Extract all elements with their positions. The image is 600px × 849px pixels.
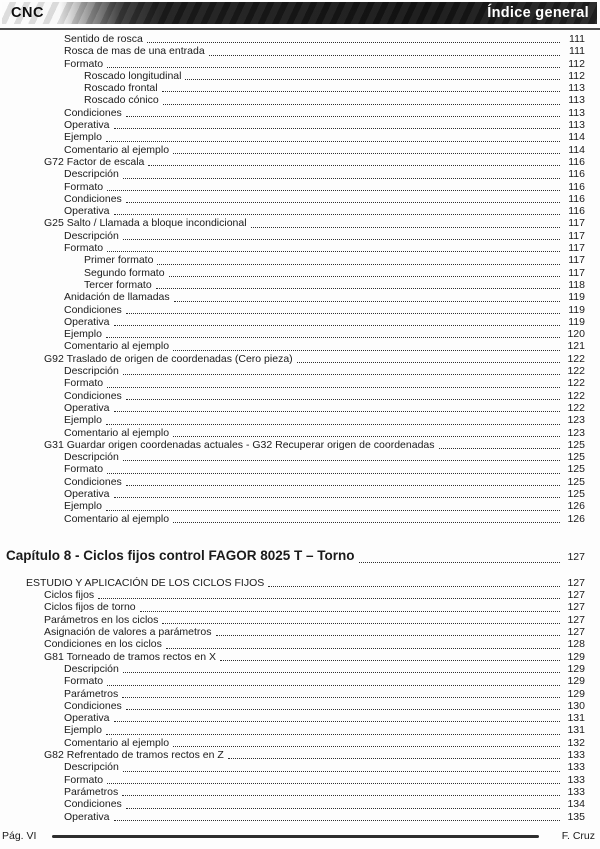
toc-entry-label: Operativa [64, 810, 110, 823]
dot-leader [216, 635, 560, 636]
toc-entry-label: Comentario al ejemplo [64, 736, 170, 749]
dot-leader [122, 697, 560, 698]
dot-leader [123, 239, 560, 240]
toc-entry[interactable] [0, 82, 585, 94]
toc-entry[interactable] [0, 193, 585, 205]
toc-entry-label: Formato [64, 57, 104, 70]
toc-entry[interactable] [0, 316, 585, 328]
dot-leader [123, 460, 560, 461]
toc-entry[interactable] [0, 476, 585, 488]
toc-entry[interactable] [0, 291, 585, 303]
toc-entry[interactable] [0, 144, 585, 156]
toc-entry[interactable] [0, 811, 585, 823]
toc-entry-label: Roscado frontal [84, 82, 158, 95]
dot-leader [114, 128, 560, 129]
toc-entry[interactable] [0, 675, 585, 687]
toc-entry[interactable] [0, 749, 585, 761]
toc-entry[interactable] [0, 402, 585, 414]
toc-entry[interactable] [0, 131, 585, 143]
toc-entry-label: Descripción [64, 662, 119, 675]
dot-leader [126, 202, 560, 203]
page-title: Índice general [487, 5, 589, 21]
toc-entry-page: 128 [567, 638, 585, 651]
dot-leader [251, 227, 560, 228]
toc-entry[interactable] [0, 761, 585, 773]
toc-entry-label: Operativa [64, 712, 110, 725]
dot-leader [126, 399, 560, 400]
dot-leader [268, 586, 560, 587]
toc-entry[interactable] [0, 230, 585, 242]
toc-entry[interactable] [0, 427, 585, 439]
toc-entry-page: 113 [568, 94, 585, 107]
toc-entry-label: Condiciones en los ciclos [44, 638, 162, 651]
dot-leader [126, 485, 560, 486]
dot-leader [297, 362, 560, 363]
toc-entry[interactable] [0, 488, 585, 500]
toc-entry-page: 116 [568, 205, 585, 218]
toc-entry-label: Descripción [64, 761, 119, 774]
toc-entry-label: Condiciones [64, 192, 122, 205]
toc-entry[interactable] [0, 94, 585, 106]
toc-entry[interactable] [0, 217, 585, 229]
dot-leader [123, 672, 560, 673]
toc-entry-label: Formato [64, 242, 104, 255]
toc-entry[interactable] [0, 33, 585, 45]
dot-leader [123, 178, 560, 179]
dot-leader [106, 424, 560, 425]
footer-page-number: Pág. VI [2, 830, 37, 842]
toc-entry-page: 130 [567, 699, 585, 712]
toc-entry-page: 116 [568, 168, 585, 181]
toc-entry-page: 114 [568, 143, 585, 156]
toc-entry-label: Ejemplo [64, 414, 102, 427]
toc-entry-label: Condiciones [64, 699, 122, 712]
dot-leader [98, 598, 560, 599]
toc-entry-label: Ciclos fijos de torno [44, 601, 136, 614]
toc-entry-label: Ejemplo [64, 500, 102, 513]
dot-leader [166, 648, 560, 649]
toc-entry[interactable] [0, 328, 585, 340]
dot-leader [107, 473, 560, 474]
dot-leader [173, 350, 560, 351]
toc-entry-label: Capítulo 8 - Ciclos fijos control FAGOR 8025 T – Torno [6, 547, 355, 563]
toc-entry-label: Comentario al ejemplo [64, 340, 170, 353]
toc-entry[interactable] [0, 119, 585, 131]
toc-entry[interactable] [0, 58, 585, 70]
toc-entry-page: 117 [568, 229, 585, 242]
toc-entry-page: 129 [567, 650, 585, 663]
toc-entry-page: 125 [567, 463, 585, 476]
toc-entry[interactable] [0, 724, 585, 736]
toc-entry[interactable] [0, 353, 585, 365]
dot-leader [126, 116, 560, 117]
toc-entry[interactable] [0, 279, 585, 291]
toc-entry-label: Comentario al ejemplo [64, 426, 170, 439]
toc-entry-label: Sentido de rosca [64, 33, 143, 45]
toc-entry-label: Descripción [64, 229, 119, 242]
toc-entry-page: 125 [567, 451, 585, 464]
toc-entry-label: Condiciones [64, 475, 122, 488]
toc-entry-page: 114 [568, 131, 585, 144]
toc-entry[interactable] [0, 774, 585, 786]
dot-leader [107, 685, 560, 686]
dot-leader [107, 251, 560, 252]
toc-entry[interactable] [0, 737, 585, 749]
toc-entry-page: 135 [567, 810, 585, 823]
toc-entry-label: Parámetros [64, 785, 119, 798]
toc-entry-page: 119 [568, 291, 585, 304]
page-footer [0, 830, 600, 842]
toc-entry[interactable] [0, 663, 585, 675]
toc-entry[interactable] [0, 577, 585, 589]
toc-entry[interactable] [0, 267, 585, 279]
toc-entry-label: G81 Torneado de tramos rectos en X [44, 650, 216, 663]
toc-entry-page: 127 [567, 613, 585, 626]
toc-entry-page: 122 [567, 401, 585, 414]
toc-entry-label: Formato [64, 463, 104, 476]
toc-entry-page: 125 [567, 438, 585, 451]
toc-entry-page: 132 [567, 736, 585, 749]
toc-entry-page: 126 [567, 500, 585, 513]
toc-entry-page: 121 [567, 340, 585, 353]
dot-leader [107, 387, 560, 388]
toc-entry[interactable] [0, 181, 585, 193]
toc-entry[interactable] [0, 365, 585, 377]
toc-entry-label: G92 Traslado de origen de coordenadas (Cero pieza) [44, 352, 293, 365]
toc-entry-label: Ciclos fijos [44, 589, 95, 602]
dot-leader [114, 214, 560, 215]
toc-entry-label: Operativa [64, 119, 110, 132]
footer-rule [52, 835, 538, 838]
toc-entry-label: Formato [64, 675, 104, 688]
toc-entry-label: Operativa [64, 205, 110, 218]
dot-leader [173, 153, 560, 154]
dot-leader [169, 276, 560, 277]
dot-leader [220, 660, 560, 661]
toc-entry[interactable] [0, 638, 585, 650]
toc-entry-page: 118 [568, 278, 585, 291]
toc-entry-page: 122 [567, 377, 585, 390]
toc-entry[interactable] [0, 304, 585, 316]
toc-entry-page: 119 [568, 303, 585, 316]
toc-entry[interactable] [0, 463, 585, 475]
toc-entry[interactable] [0, 451, 585, 463]
toc-entry-page: 117 [568, 217, 585, 230]
toc-entry-label: Anidación de llamadas [64, 291, 170, 304]
toc-entry-page: 122 [567, 352, 585, 365]
toc-entry-label: Ejemplo [64, 328, 102, 341]
toc-entry-label: Operativa [64, 401, 110, 414]
dot-leader [148, 165, 560, 166]
toc-entry-label: Comentario al ejemplo [64, 512, 170, 525]
toc-entry-page: 133 [567, 749, 585, 762]
dot-leader [174, 301, 560, 302]
toc-entry-page: 125 [567, 487, 585, 500]
toc-entry-label: G31 Guardar origen coordenadas actuales - G32 Recuperar origen de coordenadas [44, 438, 435, 451]
toc-entry-page: 131 [567, 712, 585, 725]
toc-entry-label: Formato [64, 377, 104, 390]
dot-leader [173, 436, 560, 437]
toc-entry-label: Primer formato [84, 254, 154, 267]
toc-entry-page: 116 [568, 180, 585, 193]
dot-leader [106, 510, 560, 511]
toc-entry-label: Operativa [64, 315, 110, 328]
toc-entry[interactable] [0, 242, 585, 254]
toc-entry-page: 133 [567, 773, 585, 786]
toc-entry-page: 122 [567, 365, 585, 378]
toc-entry[interactable] [0, 688, 585, 700]
toc-entry-page: 123 [567, 426, 585, 439]
toc-entry-page: 127 [567, 576, 585, 589]
toc-entry-label: Condiciones [64, 303, 122, 316]
toc-entry-label: Descripción [64, 168, 119, 181]
toc-entry[interactable] [0, 414, 585, 426]
toc-entry-page: 117 [568, 242, 585, 255]
toc-entry-label: Descripción [64, 365, 119, 378]
toc-entry-page: 112 [568, 69, 585, 82]
footer-author: F. Cruz [561, 830, 595, 842]
toc-entry-page: 122 [567, 389, 585, 402]
toc-entry-label: Ejemplo [64, 131, 102, 144]
toc-entry[interactable] [0, 390, 585, 402]
dot-leader [114, 497, 560, 498]
toc-entry-label: Descripción [64, 451, 119, 464]
header-app-title: CNC [11, 5, 44, 21]
toc-entry[interactable] [0, 107, 585, 119]
toc-entry[interactable] [0, 547, 585, 566]
dot-leader [439, 448, 561, 449]
toc-entry-page: 113 [568, 119, 585, 132]
toc-entry[interactable] [0, 626, 585, 638]
dot-leader [162, 623, 560, 624]
dot-leader [114, 721, 560, 722]
toc-entry-label: Parámetros en los ciclos [44, 613, 159, 626]
dot-leader [126, 313, 560, 314]
toc-entry[interactable] [0, 614, 585, 626]
dot-leader [114, 325, 560, 326]
toc-entry-page: 134 [567, 798, 585, 811]
toc-entry[interactable] [0, 168, 585, 180]
toc-entry-page: 127 [567, 626, 585, 639]
toc-entry-page: 126 [567, 512, 585, 525]
dot-leader [106, 734, 560, 735]
toc-entry-page: 123 [567, 414, 585, 427]
toc-entry-page: 116 [568, 155, 585, 168]
toc-entry-label: Tercer formato [84, 278, 152, 291]
dot-leader [107, 783, 560, 784]
dot-leader [107, 190, 560, 191]
toc-entry-page: 133 [567, 785, 585, 798]
toc-entry-label: Condiciones [64, 106, 122, 119]
toc-entry-page: 129 [567, 675, 585, 688]
dot-leader [126, 709, 560, 710]
toc-entry-page: 131 [567, 724, 585, 737]
toc-entry-label: Condiciones [64, 798, 122, 811]
toc-entry-page: 120 [567, 328, 585, 341]
toc-list [0, 33, 585, 823]
dot-leader [106, 337, 560, 338]
dot-leader [114, 820, 560, 821]
toc-entry-page: 119 [568, 315, 585, 328]
toc-entry-label: Condiciones [64, 389, 122, 402]
dot-leader [106, 141, 560, 142]
toc-entry[interactable] [0, 156, 585, 168]
toc-entry[interactable] [0, 601, 585, 613]
dot-leader [107, 67, 560, 68]
toc-entry-page: 133 [567, 761, 585, 774]
toc-entry[interactable] [0, 500, 585, 512]
toc-entry[interactable] [0, 513, 585, 525]
toc-entry-label: Formato [64, 773, 104, 786]
toc-entry-page: 117 [568, 266, 585, 279]
toc-entry[interactable] [0, 254, 585, 266]
toc-entry-label: Rosca de mas de una entrada [64, 45, 205, 58]
dot-leader [123, 374, 560, 375]
dot-leader [147, 42, 560, 43]
dot-leader [114, 411, 560, 412]
toc-entry[interactable] [0, 589, 585, 601]
toc-entry-page: 111 [569, 33, 585, 45]
dot-leader [359, 562, 560, 563]
toc-entry-label: Roscado longitudinal [84, 69, 182, 82]
toc-entry[interactable] [0, 439, 585, 451]
dot-leader [123, 771, 560, 772]
toc-entry[interactable] [0, 340, 585, 352]
dot-leader [163, 104, 560, 105]
toc-entry-label: Formato [64, 180, 104, 193]
dot-leader [126, 808, 560, 809]
toc-entry-page: 112 [568, 57, 585, 70]
toc-entry[interactable] [0, 786, 585, 798]
toc-entry-page: 113 [568, 106, 585, 119]
dot-leader [228, 758, 560, 759]
dot-leader [122, 795, 560, 796]
dot-leader [162, 91, 560, 92]
toc-entry-page: 127 [567, 589, 585, 602]
header-bar [2, 2, 597, 24]
dot-leader [140, 611, 560, 612]
toc-entry-page: 125 [567, 475, 585, 488]
toc-entry-label: Parámetros [64, 687, 119, 700]
toc-entry-page: 129 [567, 662, 585, 675]
toc-entry-page: 127 [567, 550, 585, 563]
toc-entry[interactable] [0, 651, 585, 663]
dot-leader [185, 79, 560, 80]
toc-entry-label: Comentario al ejemplo [64, 143, 170, 156]
dot-leader [156, 288, 560, 289]
toc-entry-label: Roscado cónico [84, 94, 159, 107]
toc-entry[interactable] [0, 70, 585, 82]
toc-entry-page: 129 [567, 687, 585, 700]
toc-entry-page: 111 [569, 45, 585, 58]
toc-entry[interactable] [0, 798, 585, 810]
toc-entry-label: G72 Factor de escala [44, 155, 145, 168]
toc-entry[interactable] [0, 377, 585, 389]
dot-leader [173, 746, 560, 747]
toc-entry-page: 127 [567, 601, 585, 614]
dot-leader [157, 264, 560, 265]
toc-entry-label: Segundo formato [84, 266, 165, 279]
toc-entry-label: Ejemplo [64, 724, 102, 737]
toc-entry[interactable] [0, 700, 585, 712]
toc-entry[interactable] [0, 712, 585, 724]
toc-entry-label: Operativa [64, 487, 110, 500]
toc-entry-page: 113 [568, 82, 585, 95]
toc-entry-label: G25 Salto / Llamada a bloque incondicional [44, 217, 247, 230]
toc-entry-label: ESTUDIO Y APLICACIÓN DE LOS CICLOS FIJOS [26, 576, 265, 589]
toc-entry-page: 116 [568, 192, 585, 205]
dot-leader [209, 55, 560, 56]
toc-entry-label: G82 Refrentado de tramos rectos en Z [44, 749, 224, 762]
header-rule [0, 28, 600, 30]
toc-entry[interactable] [0, 45, 585, 57]
toc-entry-label: Asignación de valores a parámetros [44, 626, 212, 639]
dot-leader [173, 522, 560, 523]
toc-entry-page: 117 [568, 254, 585, 267]
toc-entry[interactable] [0, 205, 585, 217]
